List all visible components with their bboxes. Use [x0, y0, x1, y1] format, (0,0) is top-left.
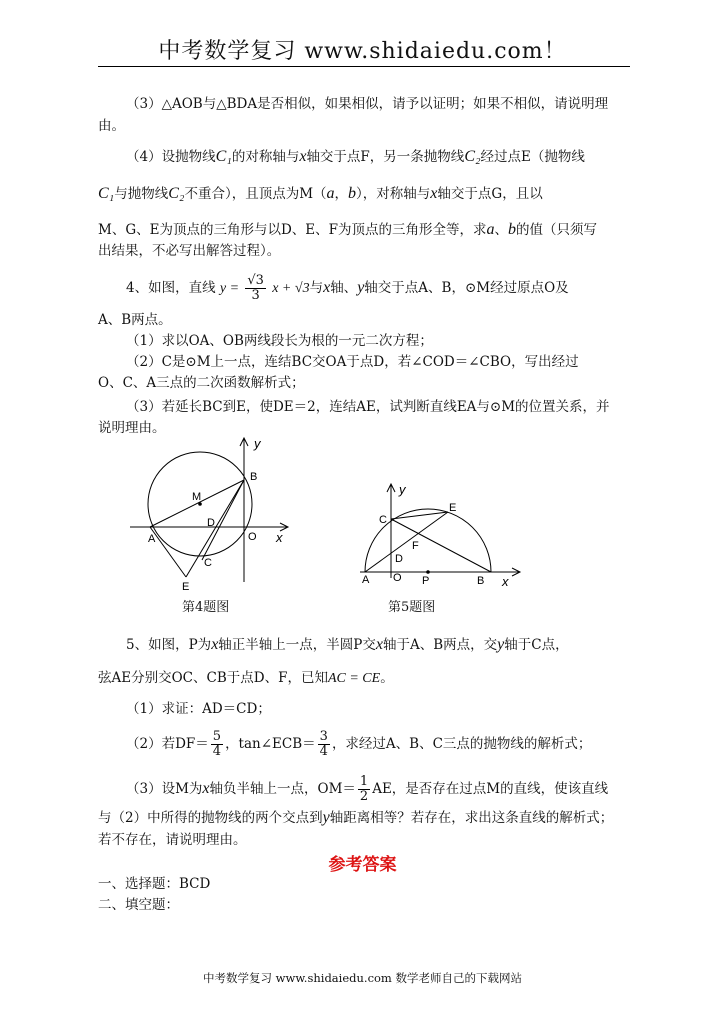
q3-part4-line4: 出结果，不必写出解答过程）。 — [98, 243, 281, 259]
q5-f2-den: 4 — [319, 744, 328, 759]
q5-text-d: 轴于C点， — [504, 637, 569, 653]
math-y: y — [497, 636, 505, 653]
q5-s2-text-c: ，求经过A、B、C三点的抛物线的解析式； — [331, 736, 592, 752]
q5-s3-text-c: AE，是否存在过点M的直线，使该直线 — [372, 781, 609, 797]
q3-p4-text-e: 与抛物线 — [114, 186, 169, 202]
q5-sub1: （1）求证：AD＝CD； — [126, 701, 271, 717]
q5-s2-text-b: ，tan∠ECB＝ — [225, 736, 316, 752]
figure-5-caption: 第5题图 — [388, 600, 436, 615]
q5-fraction-tan — [318, 730, 330, 759]
q3-part4-line3 — [98, 220, 668, 240]
fig5-label-d: D — [395, 553, 403, 565]
q3-p4-text-h: 轴交于点G，且以 — [437, 186, 543, 202]
q5-text-a: 5、如图，P为 — [126, 637, 212, 653]
q4-sub3: （3）若延长BC到E，使DE＝2，连结AE，试判断直线EA与⊙M的位置关系，并 — [126, 399, 610, 415]
q4-intro — [98, 274, 696, 303]
math-c1: C₁ — [98, 185, 115, 202]
answers-choice: 一、选择题：BCD — [98, 876, 211, 892]
q4-text-d: 轴交于点A、B，⊙M经过原点O及 — [364, 280, 569, 296]
q3-p4-text-g: ），对称轴与 — [356, 186, 431, 202]
math-b: b — [508, 221, 517, 238]
math-c1: C₁ — [215, 148, 232, 165]
q5-text-e: 弦AE分别交OC、CB于点D、F，已知 — [98, 670, 328, 686]
fig5-label-b: B — [477, 575, 485, 587]
q4-eq-lhs: y = — [219, 281, 240, 296]
fig5-label-x: x — [502, 574, 509, 588]
q3-part4-line2 — [98, 184, 668, 204]
math-y: y — [322, 809, 330, 826]
q4-eq-num: √3 — [247, 273, 264, 288]
header-rule — [98, 66, 630, 67]
q3-part3-cont: 由。 — [98, 118, 125, 134]
q5-text-c: 轴于A、B两点，交 — [383, 637, 498, 653]
math-x: x — [211, 636, 219, 653]
fig5-line-ae — [365, 512, 448, 572]
math-x: x — [202, 780, 210, 797]
fig5-label-p: P — [422, 575, 430, 587]
fig4-label-m: M — [192, 491, 202, 503]
fig4-label-c: C — [204, 557, 212, 569]
fig5-line-cb — [391, 519, 491, 572]
q5-fraction-om — [358, 775, 370, 804]
fig4-label-a: A — [148, 533, 156, 545]
figure-4 — [120, 432, 300, 594]
fig4-label-e: E — [182, 581, 190, 593]
q4-sub3-cont: 说明理由。 — [98, 420, 166, 436]
math-a: a — [486, 221, 495, 238]
q4-text-c: 轴、 — [330, 280, 358, 296]
q4-sub2: （2）C是⊙M上一点，连结BC交OA于点D，若∠COD＝∠CBO，写出经过 — [126, 354, 579, 370]
q5-f2-num: 3 — [319, 729, 328, 744]
q3-p4-text-d: 经过点E（抛物线 — [480, 149, 585, 165]
answers-title: 参考答案 — [328, 855, 397, 875]
q5-f3-den: 2 — [359, 789, 369, 804]
q5-intro-cont — [98, 668, 668, 689]
q5-f3-num: 1 — [359, 774, 369, 789]
fig4-label-b: B — [250, 471, 258, 483]
q5-text-b: 轴正半轴上一点，半圆P交 — [218, 637, 376, 653]
q5-sub3-cont — [98, 808, 668, 828]
fig5-label-e: E — [449, 502, 457, 514]
q5-sub2 — [98, 730, 696, 759]
q4-eq-den: 3 — [251, 288, 260, 303]
fig4-label-d: D — [207, 517, 215, 529]
q3-p4-text-k: 的值（只须写 — [516, 222, 598, 238]
q5-s3-text-b: 轴负半轴上一点，OM＝ — [209, 781, 356, 797]
q3-p4-text-j: 、 — [494, 222, 509, 238]
q4-text-b: 与 — [309, 280, 324, 296]
q4-eq-rhs: x + √3 — [272, 281, 310, 296]
q5-text-f: 。 — [380, 670, 394, 686]
figure-4-caption: 第4题图 — [182, 600, 230, 615]
fig4-label-x: x — [276, 530, 283, 545]
fig4-label-o: O — [248, 531, 257, 543]
q4-text-a: 4、如图，直线 — [126, 280, 216, 296]
math-a: a — [326, 185, 335, 202]
page-footer: 中考数学复习 www.shidaiedu.com 数学老师自己的下载网站 — [202, 971, 522, 985]
q3-p4-text-c: 轴交于点F，另一条抛物线 — [306, 149, 465, 165]
q5-arc-equation: AC = CE — [327, 671, 381, 686]
q5-f1-den: 4 — [212, 744, 222, 759]
q5-sub3-cont2: 若不存在，请说明理由。 — [98, 832, 247, 848]
q4-intro-cont: A、B两点。 — [98, 312, 172, 328]
figure-5 — [355, 478, 530, 588]
math-b: b — [348, 185, 357, 202]
q5-f1-num: 5 — [212, 729, 222, 744]
math-x: x — [375, 636, 383, 653]
math-x: x — [299, 148, 307, 165]
q4-sub2-cont: O、C、A三点的二次函数解析式； — [98, 375, 305, 391]
q3-p4-text-b: 的对称轴与 — [231, 149, 300, 165]
q5-s3-text-e: 轴距离相等？若存在，求出这条直线的解析式； — [329, 810, 614, 826]
q4-eq-fraction — [245, 274, 266, 303]
fig5-label-a: A — [362, 574, 370, 586]
math-x: x — [430, 185, 438, 202]
q3-part4-line1 — [98, 147, 696, 167]
q3-part3: （3）△AOB与△BDA是否相似，如果相似，请予以证明；如果不相似，请说明理 — [126, 96, 609, 112]
q4-sub1: （1）求以OA、OB两线段长为根的一元二次方程； — [126, 333, 433, 349]
q5-intro — [98, 635, 696, 655]
fig5-label-y: y — [399, 482, 406, 497]
q3-p4-text-a: （4）设抛物线 — [126, 149, 216, 165]
math-x: x — [323, 279, 331, 296]
q3-p4-text-f: 不重合），且顶点为M（ — [184, 186, 327, 202]
q5-fraction-df — [211, 730, 223, 759]
q5-s2-text-a: （2）若DF＝ — [126, 736, 209, 752]
q5-sub3 — [98, 775, 696, 804]
q5-s3-text-a: （3）设M为 — [126, 781, 203, 797]
q3-p4-text-i: M、G、E为顶点的三角形与以D、E、F为顶点的三角形全等，求 — [98, 222, 487, 238]
fig4-label-y: y — [254, 436, 261, 451]
fig5-label-c: C — [379, 514, 387, 526]
q3-p4-comma: ， — [334, 186, 349, 202]
page-header: 中考数学复习 www.shidaiedu.com！ — [158, 39, 567, 64]
fig5-label-f: F — [412, 540, 419, 552]
answers-fill: 二、填空题： — [98, 897, 179, 913]
math-c2: C₂ — [168, 185, 185, 202]
math-y: y — [357, 279, 365, 296]
fig5-center-dot — [426, 570, 430, 574]
fig5-label-o: O — [393, 572, 402, 584]
math-c2: C₂ — [464, 148, 481, 165]
q5-s3-text-d: 与（2）中所得的抛物线的两个交点到 — [98, 810, 323, 826]
